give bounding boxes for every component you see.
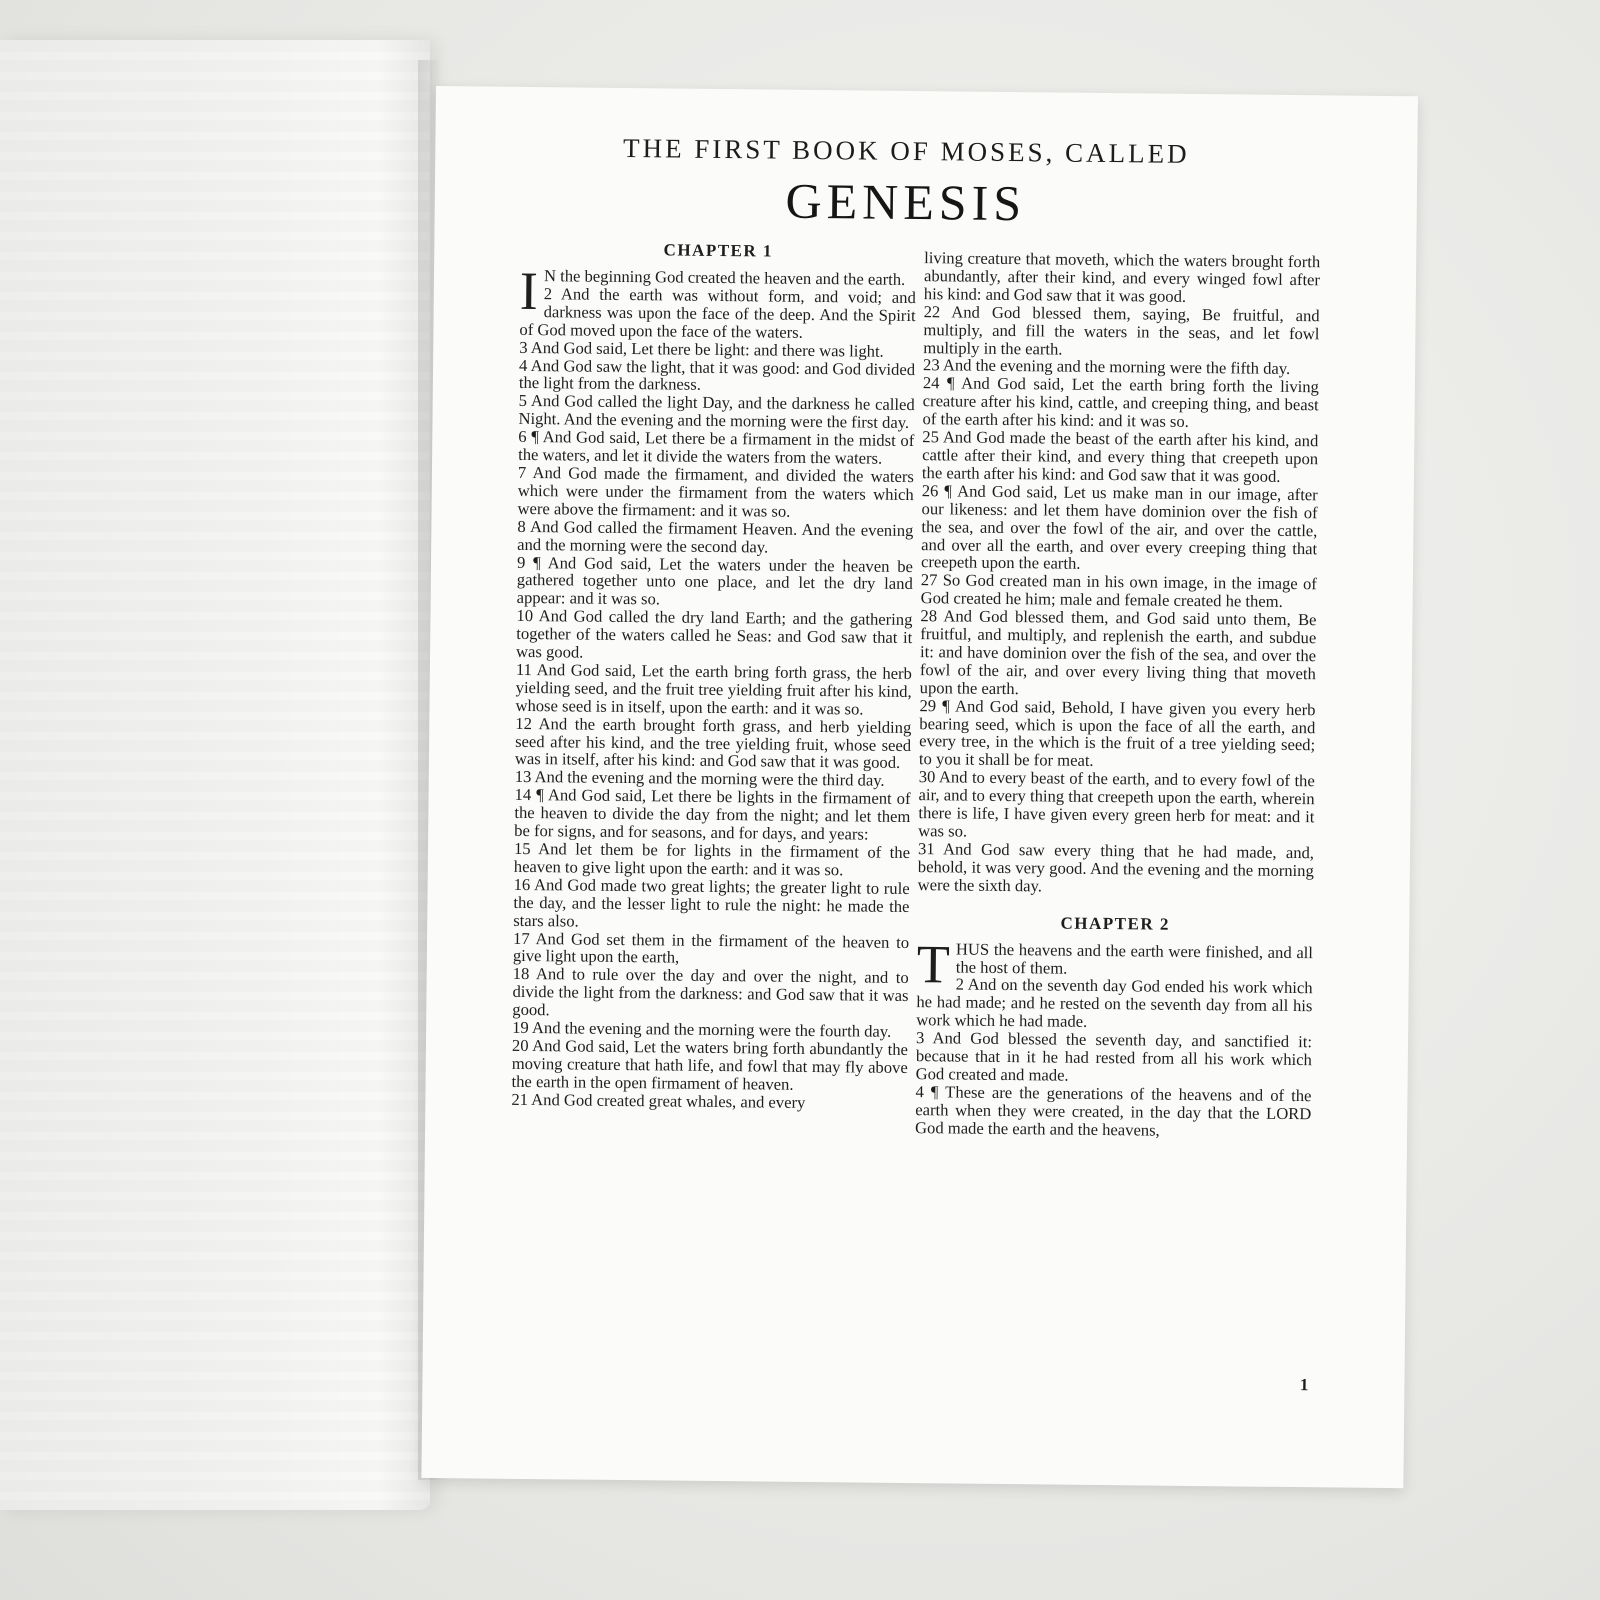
book-supertitle: THE FIRST BOOK OF MOSES, CALLED [622,132,1190,169]
verse: 27 So God created man in his own image, in the image of God created he him; male and female created he them. [920,570,1317,612]
verse-text: N the beginning God created the heaven and the earth. [543,266,906,289]
verse: 26 ¶ And God said, Let us make man in our image, after our likeness: and let them have dominion over the fish of the sea, and over the fowl of the air, and over the cattle, and over all the earth, and over every creeping thing that creepeth upon the earth. [920,480,1318,574]
verse: 13 And the evening and the morning were the third day. [514,767,885,791]
verse: 30 And to every beast of the earth, and to every fowl of the air, and to every thing that creepeth upon the earth, wherein there is life, I have given every green herb for meat: and it was so. [918,767,1315,841]
verse: 23 And the evening and the morning were the fifth day. [923,355,1291,379]
verse: 3 And God said, Let there be light: and there was light. [519,337,884,361]
verse: 19 And the evening and the morning were the fourth day. [512,1017,892,1041]
verse: 6 ¶ And God said, Let there be a firmament in the midst of the waters, and let it divide the waters from the waters. [518,427,915,468]
verse: 5 And God called the light Day, and the darkness he called Night. And the evening and the morning were the first day. [518,391,915,433]
text-column-right [915,249,1320,1141]
verse: 24 ¶ And God said, Let the earth bring forth the living creature after his kind, cattle, and creeping thing, and beast of the earth after his kind: and it was so. [922,373,1319,432]
chapter-heading: CHAPTER 1 [663,240,774,261]
verse: 28 And God blessed them, and God said unto them, Be fruitful, and multiply, and replenish the earth, and subdue it: and have dominion over the fish of the sea, and over the fowl of the air, and over every living thing that moveth upon the earth. [919,606,1317,698]
verse: 20 And God said, Let the waters bring forth abundantly the moving creature that hath life, and fowl that may fly above the earth in the open firmament of heaven. [511,1035,909,1094]
verse: 16 And God made two great lights; the greater light to rule the day, and the lesser light to rule the night: he made the stars also. [513,874,910,931]
verse: 18 And to rule over the day and over the night, and to divide the light from the darkness: and God saw that it was good. [512,964,909,1020]
verse: 15 And let them be for lights in the firmament of the heaven to give light upon the earth: and it was so. [513,838,911,880]
verse: 4 ¶ These are the generations of the heavens and of the earth when they were created, in the day that the LORD God made the earth and the heavens, [915,1081,1312,1140]
verse: 2 And on the seventh day God ended his work which he had made; and he rested on the seventh day from all his work which he had made. [916,974,1313,1032]
chapter-heading: CHAPTER 2 [1060,913,1171,934]
verse: 2 And the earth was without form, and void; and darkness was upon the face of the deep. And the Spirit of God moved upon the face of the waters. [519,284,916,342]
left-page-contents-bleedthrough [0,40,430,1510]
verse: 25 And God made the beast of the earth after his kind, and cattle after their kind, and every thing that creepeth upon the earth after his kind: and God saw that it was good. [921,427,1319,486]
verse: 9 ¶ And God said, Let the waters under the heaven be gathered together unto one place, and let the dry land appear: and it was so. [516,552,914,609]
text-column-left [511,239,916,1113]
verse: 21 And God created great whales, and every [511,1089,806,1112]
page-number: 1 [1299,1375,1309,1395]
verse: 3 And God blessed the seventh day, and sanctified it: because that in it he had rested from all his work which God created and made. [915,1028,1313,1085]
left-page-faint-text [0,40,430,1510]
verse [916,933,1314,995]
page-header [435,130,1378,236]
verse: 17 And God set them in the firmament of the heaven to give light upon the earth, [512,928,910,968]
verse: 10 And God called the dry land Earth; and the gathering together of the waters called he Seas: and God saw that it was good. [515,606,913,662]
verse: 11 And God said, Let the earth bring forth grass, the herb yielding seed, and the fruit tree yielding fruit after his kind, whose seed is in itself, upon the earth: and it was so. [515,659,912,719]
verse-text: HUS the heavens and the earth were finished, and all the host of them. [955,939,1314,978]
verse: 4 And God saw the light, that it was good: and God divided the light from the darkness. [518,355,916,395]
verse: living creature that moveth, which the waters brought forth abundantly, after their kind, and every winged fowl after his kind: and God saw that it was good. [923,248,1321,306]
right-page [421,86,1418,1488]
drop-cap: I [519,260,539,322]
verse: 8 And God called the firmament Heaven. And the evening and the morning were the second day. [517,516,914,557]
verse: 22 And God blessed them, saying, Be fruitful, and multiply, and fill the waters in the seas, and let fowl multiply in the earth. [923,301,1320,359]
book-title: GENESIS [785,172,1027,232]
verse: 14 ¶ And God said, Let there be lights in the firmament of the heaven to divide the day from the night; and let them be for signs, and for seasons, and for days, and years: [514,785,911,844]
verse: 29 ¶ And God said, Behold, I have given you every herb bearing seed, which is upon the face of all the earth, and every tree, in the which is the fruit of a tree yielding seed; to you it shall be for meat. [918,695,1316,771]
verse: 31 And God saw every thing that he had made, and, behold, it was very good. And the evening and the morning were the sixth day. [917,838,1315,896]
verse: 12 And the earth brought forth grass, and herb yielding seed after his kind, and the tree yielding fruit, whose seed was in itself, after his kind: and God saw that it was good. [514,713,912,773]
drop-cap: T [916,933,951,995]
verse: 7 And God made the firmament, and divided the waters which were under the firmament from the waters which were above the firmament: and it was so. [517,462,915,521]
